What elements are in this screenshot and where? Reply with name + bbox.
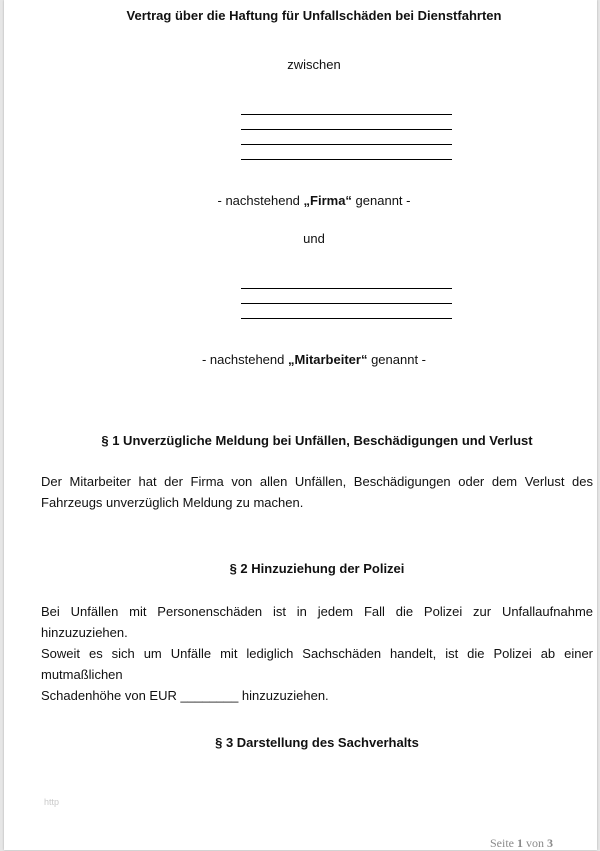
employee-designation [4,352,600,367]
paragraph-line: Der Mitarbeiter hat der Firma von allen Unfällen, Beschädigungen oder dem Verlust des [41,474,593,489]
and-label: und [303,231,325,246]
section-3-heading: § 3 Darstellung des Sachverhalts [215,735,419,750]
watermark: http [44,797,60,807]
designation-suffix: genannt - [367,352,427,367]
page-total: 3 [547,836,553,850]
blank-line[interactable] [241,288,452,289]
designation-suffix: genannt - [351,193,411,208]
blank-line[interactable] [241,114,452,115]
document-page [4,0,597,850]
page-number [490,836,553,851]
page-current: 1 [517,836,523,850]
designation-prefix: - nachstehend [217,193,304,208]
designation-term: „Firma“ [303,193,352,208]
blank-line[interactable] [241,159,452,160]
section-2-heading: § 2 Hinzuziehung der Polizei [229,561,405,576]
paragraph-line: Schadenhöhe von EUR ________ hinzuzuziehen. [41,688,329,703]
blank-line[interactable] [241,318,452,319]
company-designation [4,193,600,208]
blank-line[interactable] [241,129,452,130]
page-middle: von [523,836,547,850]
between-label: zwischen [287,57,341,72]
paragraph-line: Fahrzeugs unverzüglich Meldung zu machen. [41,495,304,510]
designation-term: „Mitarbeiter“ [288,352,368,367]
page-prefix: Seite [490,836,517,850]
designation-prefix: - nachstehend [201,352,288,367]
section-1-heading: § 1 Unverzügliche Meldung bei Unfällen, Beschädigungen und Verlust [101,433,533,448]
blank-line[interactable] [241,303,452,304]
paragraph-line: Bei Unfällen mit Personenschäden ist in jedem Fall die Polizei zur Unfallaufnahme hinzuzuziehen. [41,604,593,640]
section-2-paragraph [41,601,593,706]
paragraph-line: Soweit es sich um Unfälle mit lediglich Sachschäden handelt, ist die Polizei ab einer mutmaßlichen [41,646,593,682]
section-1-paragraph [41,471,593,513]
document-title: Vertrag über die Haftung für Unfallschäden bei Dienstfahrten [126,8,502,23]
blank-line[interactable] [241,144,452,145]
